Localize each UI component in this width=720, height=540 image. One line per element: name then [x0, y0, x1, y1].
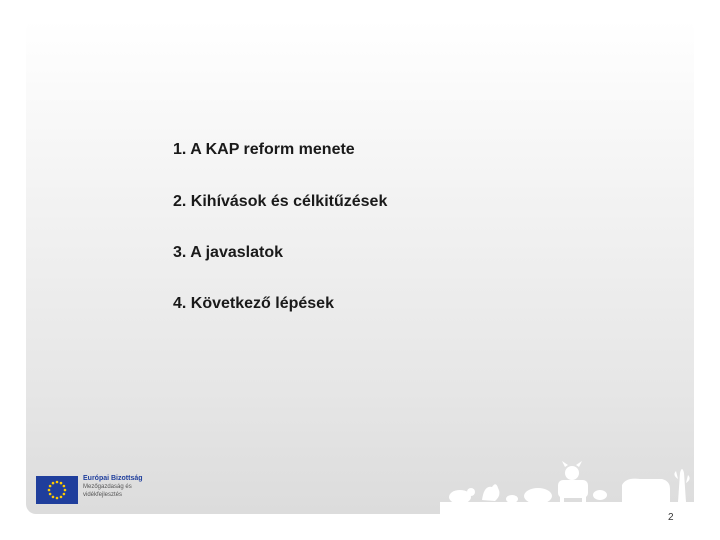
agenda-item-4: 4. Következő lépések	[173, 295, 334, 312]
org-subtitle-2: vidékfejlesztés	[83, 492, 123, 498]
org-subtitle-1: Mezőgazdaság és	[83, 484, 132, 490]
eu-flag-icon	[36, 476, 78, 504]
slide-background	[26, 20, 694, 514]
agenda-item-3: 3. A javaslatok	[173, 244, 283, 261]
european-commission-logo	[36, 474, 156, 504]
org-name: Európai Bizottság	[83, 475, 143, 482]
agenda-item-2: 2. Kihívások és célkitűzések	[173, 193, 388, 210]
agenda-item-1: 1. A KAP reform menete	[173, 141, 355, 158]
page-number: 2	[668, 512, 674, 523]
org-text	[83, 474, 143, 499]
farm-animals-silhouette	[440, 455, 694, 515]
